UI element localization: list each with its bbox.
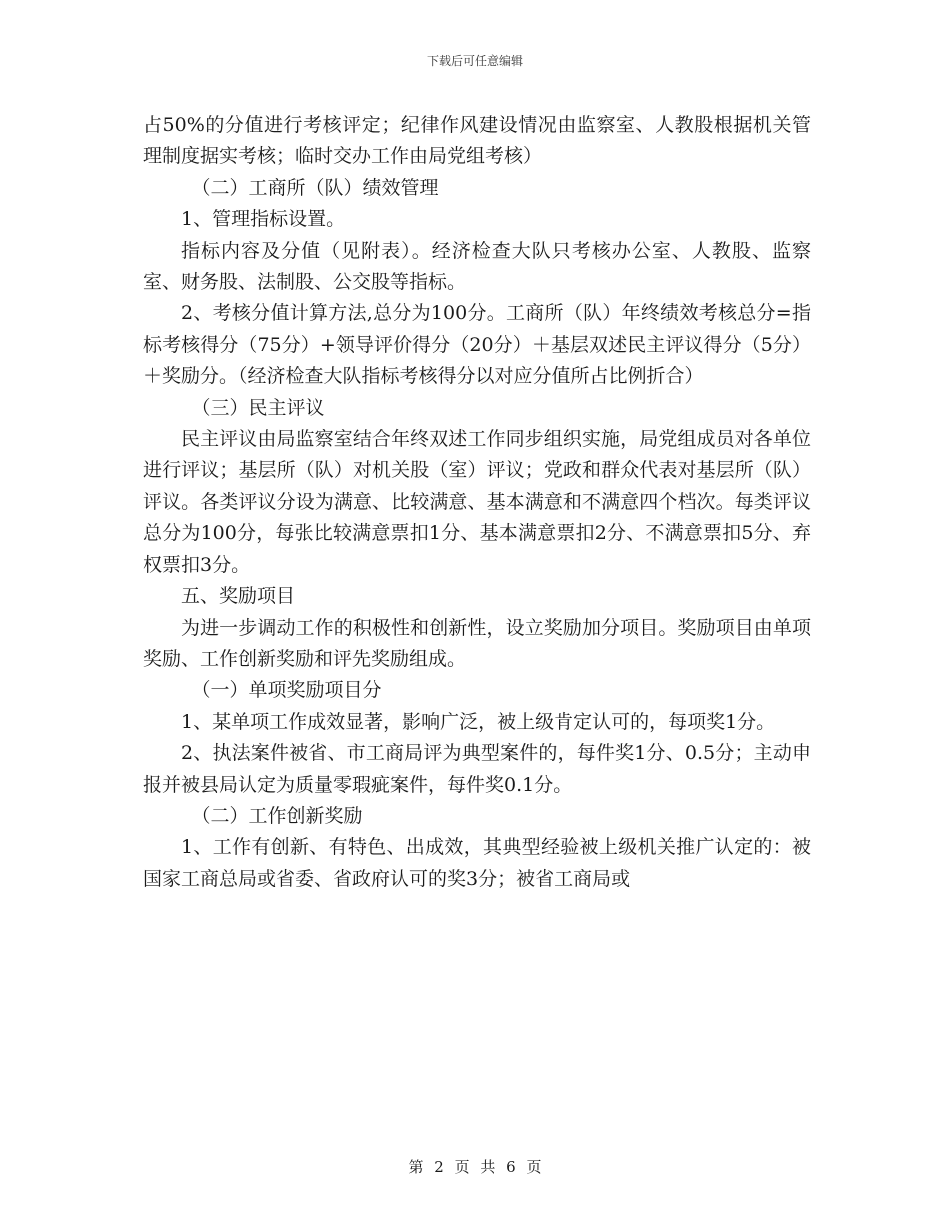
paragraph: 1、某单项工作成效显著，影响广泛，被上级肯定认可的，每项奖1分。 [181, 710, 776, 733]
paragraph: 为进一步调动工作的积极性和创新性，设立奖励加分项目。奖励项目由单项奖励、工作创新奖励和评先奖励组成。 [143, 616, 811, 670]
section-heading: （二）工作创新奖励 [191, 804, 363, 827]
section-heading: （二）工商所（队）绩效管理 [191, 176, 439, 199]
paragraph: 1、管理指标设置。 [181, 208, 346, 231]
document-body [143, 110, 811, 895]
section-heading: 五、奖励项目 [181, 585, 296, 608]
paragraph: 2、执法案件被省、市工商局评为典型案件的，每件奖1分、0.5分；主动申报并被县局认定为质量零瑕疵案件，每件奖0.1分。 [143, 742, 811, 796]
section-heading: （一）单项奖励项目分 [191, 679, 382, 702]
paragraph: 1、工作有创新、有特色、出成效，其典型经验被上级机关推广认定的：被国家工商总局或省委、省政府认可的奖3分；被省工商局或 [143, 836, 811, 890]
page-number-footer: 第 2 页 共 6 页 [408, 1158, 542, 1176]
paragraph: 民主评议由局监察室结合年终双述工作同步组织实施，局党组成员对各单位进行评议；基层所（队）对机关股（室）评议；党政和群众代表对基层所（队）评议。各类评议分设为满意、比较满意、基本满意和不满意四个档次。每类评议总分为100分，每张比较满意票扣1分、基本满意票扣2分、不满意票扣5分、弃权票扣3分。 [143, 428, 811, 576]
page-header: 下载后可任意编辑 [426, 54, 523, 68]
paragraph: 占50%的分值进行考核评定；纪律作风建设情况由监察室、人教股根据机关管理制度据实考核；临时交办工作由局党组考核） [143, 114, 811, 168]
section-heading: （三）民主评议 [191, 396, 325, 419]
paragraph: 指标内容及分值（见附表）。经济检查大队只考核办公室、人教股、监察室、财务股、法制股、公交股等指标。 [143, 239, 811, 294]
paragraph: 2、考核分值计算方法,总分为100分。工商所（队）年终绩效考核总分=指标考核得分（75分）+领导评价得分（20分）＋基层双述民主评议得分（5分）＋奖励分。（经济检查大队指标考核得分以对应分值所占比例折合） [143, 302, 811, 388]
